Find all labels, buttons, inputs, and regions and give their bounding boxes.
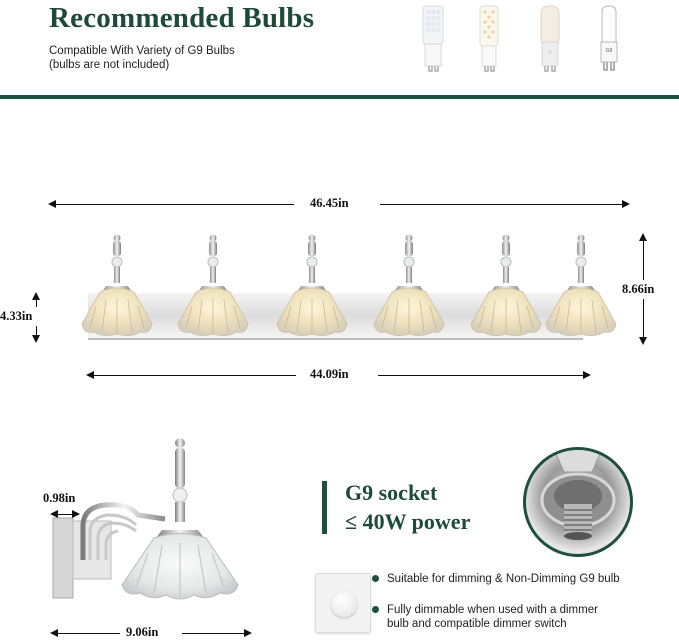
backplate-depth-dimension (50, 509, 80, 519)
socket-closeup-image (523, 447, 633, 557)
dimmer-switch-image (315, 573, 371, 633)
bullet-icon (372, 606, 379, 613)
backplate-height-dimension (0, 292, 50, 344)
arrow-right-icon (72, 510, 80, 518)
extension-label: 9.06in (126, 625, 159, 639)
overall-height-label: 8.66in (622, 282, 655, 296)
dimmer-knob-icon (331, 591, 357, 617)
feature-text-line-1: Fully dimmable when used with a dimmer (387, 604, 598, 616)
arrow-right-icon (583, 371, 591, 379)
svg-text:G9: G9 (605, 48, 613, 54)
arrow-right-icon (244, 629, 252, 637)
arrow-down-icon (639, 337, 647, 345)
section-divider (0, 95, 679, 99)
led-corn-bulb-icon (418, 2, 448, 74)
overall-width-dimension (48, 196, 630, 210)
subtitle-line-1: Compatible With Variety of G9 Bulbs (49, 45, 235, 57)
overall-width-label: 46.45in (310, 196, 349, 210)
arrow-right-icon (622, 200, 630, 208)
accent-bar (322, 481, 327, 534)
overall-height-dimension (622, 233, 679, 345)
lamp-1 (82, 235, 152, 336)
frosted-g9-bulb-icon (535, 2, 565, 74)
six-light-vanity-fixture (60, 228, 640, 346)
feature-text: Suitable for dimming & Non-Dimming G9 bulb (387, 573, 620, 585)
page-title: Recommended Bulbs (49, 2, 315, 34)
subtitle-line-2: (bulbs are not included) (49, 59, 170, 71)
subtitle (49, 44, 235, 72)
backplate-depth-label: 0.98in (43, 491, 76, 505)
side-view-fixture (50, 435, 250, 600)
extension-dimension (50, 625, 252, 641)
backplate-width-label: 44.09in (310, 367, 349, 381)
feature-item-2 (387, 603, 598, 631)
led-corn-bulb-warm-icon (474, 2, 504, 74)
arrow-down-icon (32, 335, 40, 343)
bullet-icon (372, 575, 379, 582)
max-wattage: ≤ 40W power (345, 509, 471, 534)
feature-text-line-2: bulb and compatible dimmer switch (387, 618, 567, 630)
g9-socket-icon (526, 450, 630, 554)
socket-type: G9 socket (345, 480, 438, 505)
feature-item-1 (387, 572, 620, 586)
backplate-width-dimension (86, 367, 591, 381)
halogen-g9-bulb-icon (594, 2, 624, 74)
backplate-height-label: 4.33in (0, 309, 33, 323)
